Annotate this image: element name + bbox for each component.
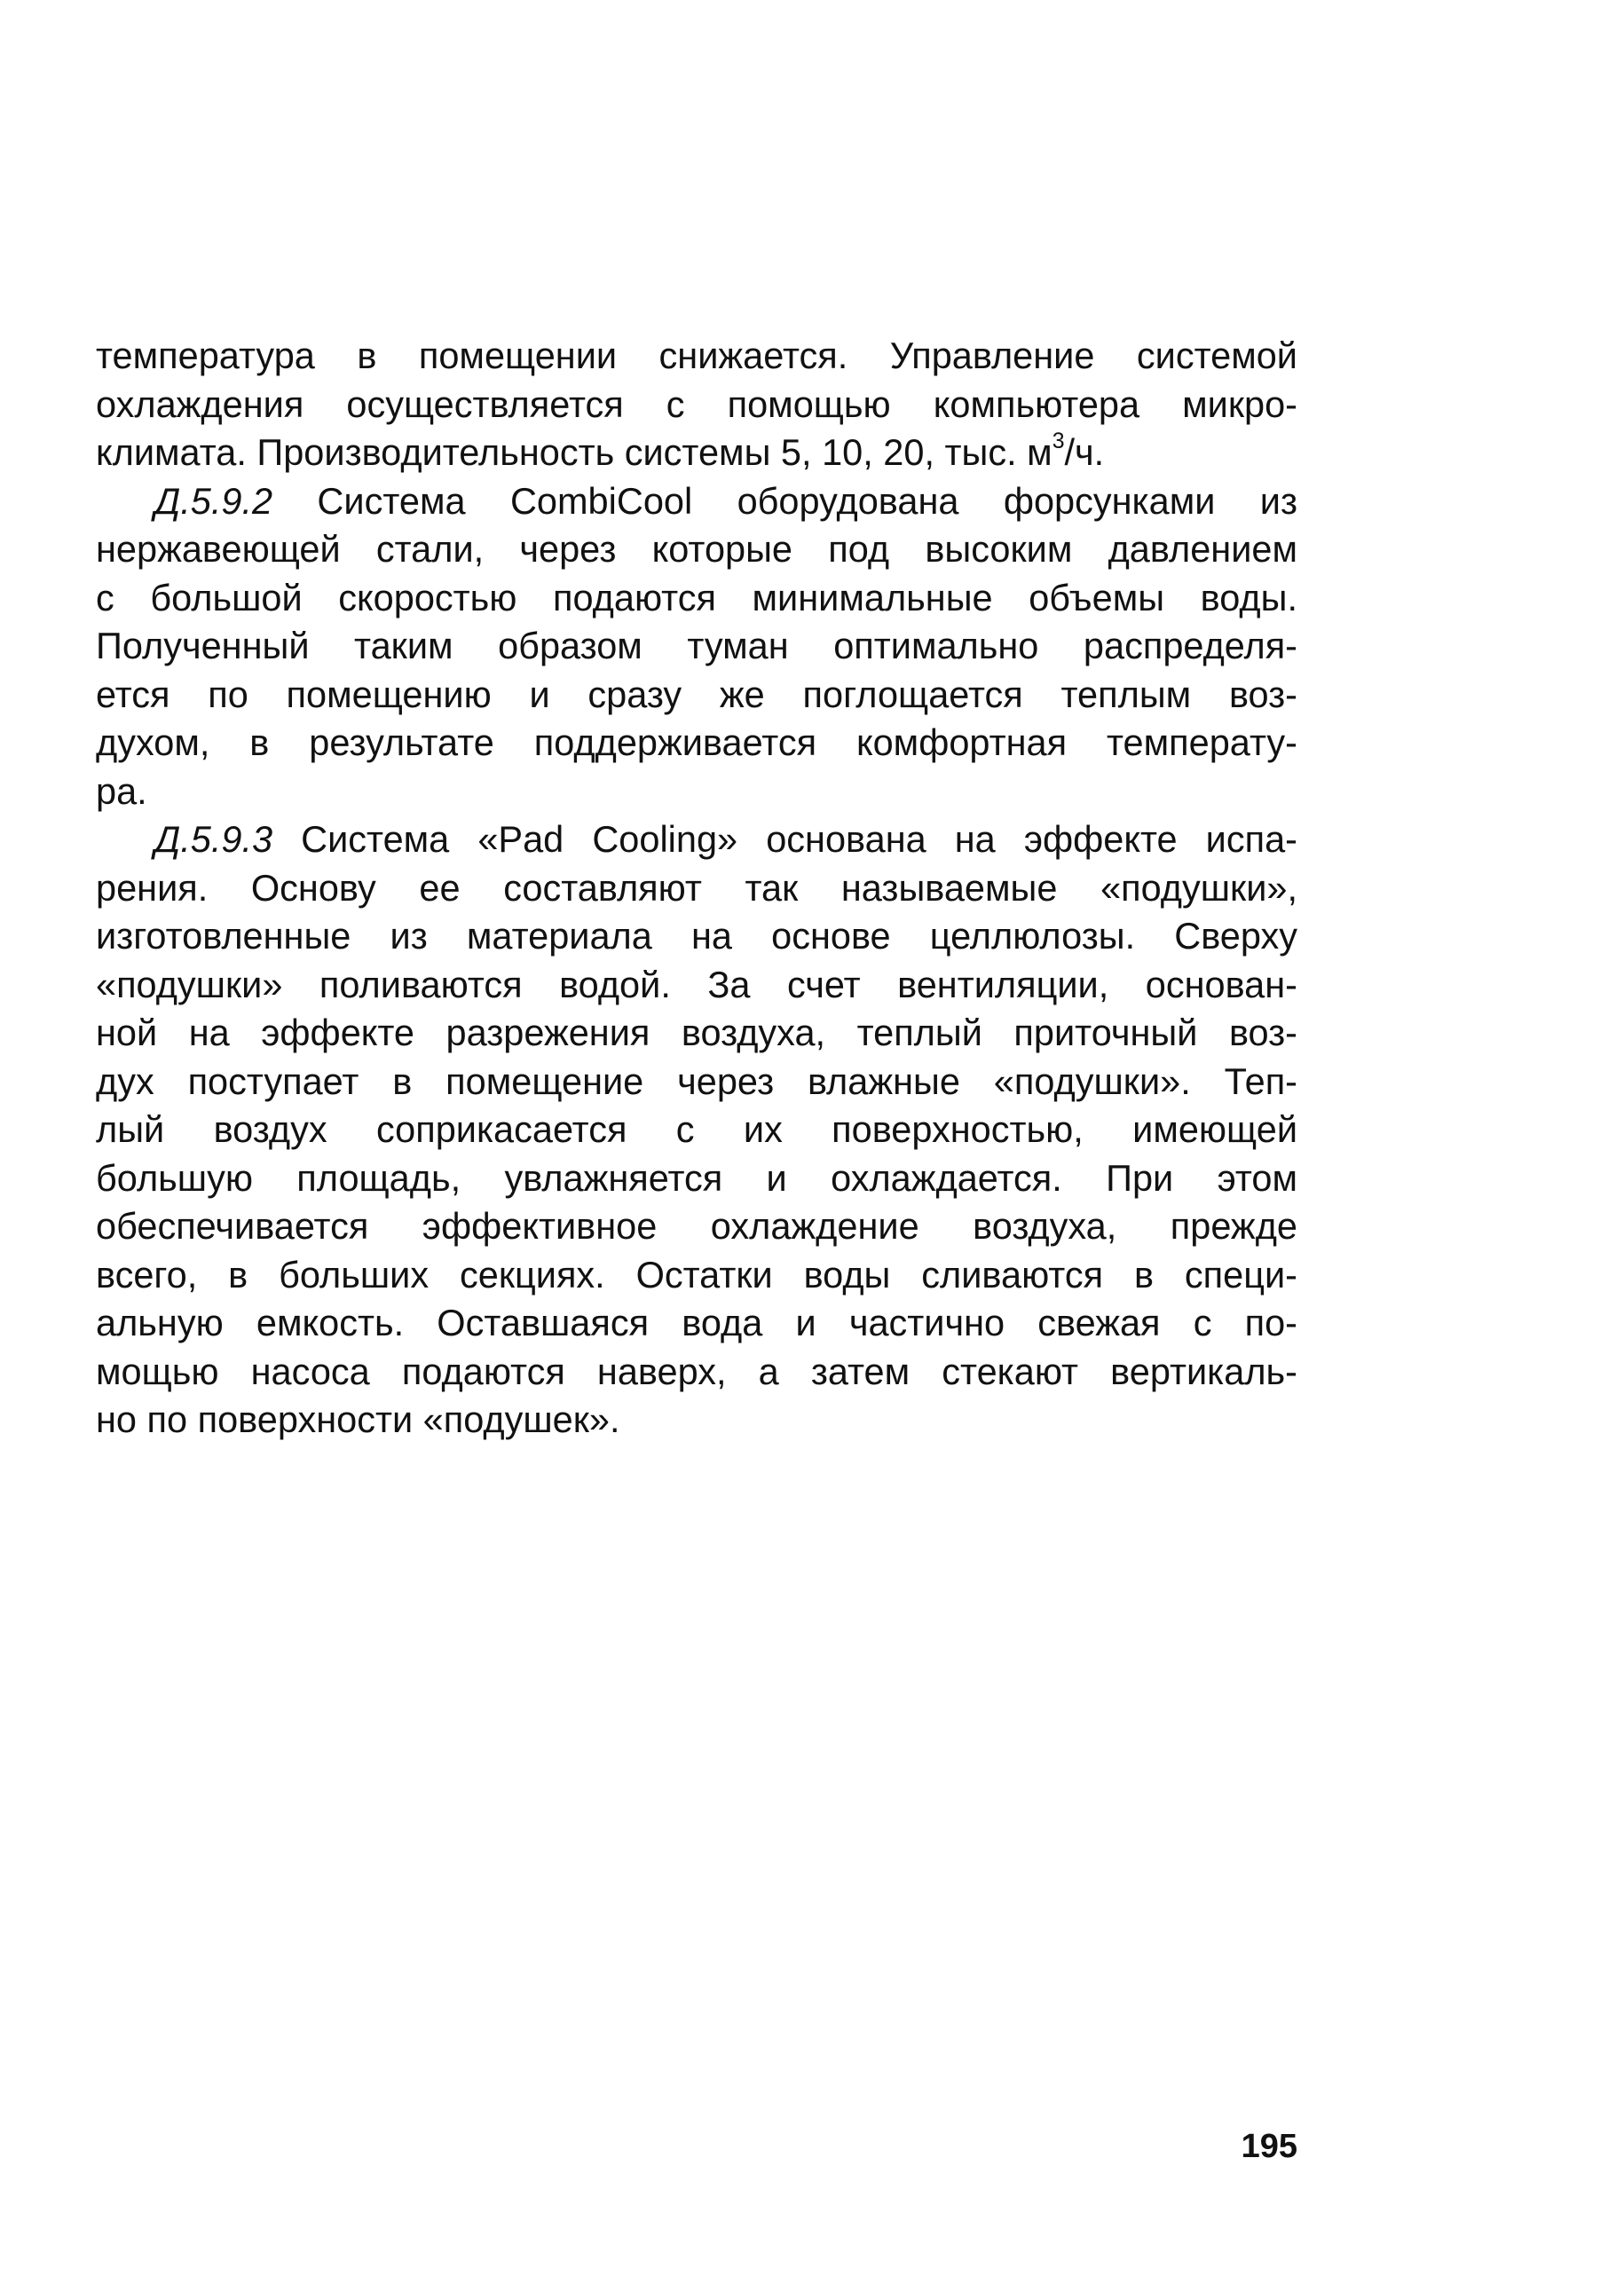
section-label: Д.5.9.3 — [154, 818, 273, 860]
text-line: нержавеющей стали, через которые под высоким давлением — [96, 528, 1297, 570]
text-line: обеспечивается эффективное охлаждение воздуха, прежде — [96, 1205, 1297, 1247]
text-line: мощью насоса подаются наверх, а затем стекают вертикаль- — [96, 1350, 1297, 1392]
text-segment: Система «Pad Cooling» основана на эффекте испа- — [272, 818, 1297, 860]
text-line: охлаждения осуществляется с помощью компьютера микро- — [96, 382, 1297, 425]
text-segment: /ч. — [1064, 431, 1105, 473]
body-text — [96, 332, 1297, 1445]
text-line: температура в помещении снижается. Управление системой — [96, 335, 1297, 376]
section-label: Д.5.9.2 — [154, 479, 273, 522]
paragraph-cooling-control — [96, 332, 1297, 477]
text-line: «подушки» поливаются водой. За счет вентиляции, основан- — [96, 963, 1297, 1005]
text-line — [96, 429, 1297, 477]
paragraph-combicool — [96, 477, 1297, 816]
paragraph-pad-cooling — [96, 815, 1297, 1445]
text-line: альную емкость. Оставшаяся вода и частично свежая с по- — [96, 1302, 1297, 1343]
text-line: но по поверхности «подушек». — [96, 1398, 620, 1440]
text-line: с большой скоростью подаются минимальные объемы воды. — [96, 576, 1297, 618]
text-line: духом, в результате поддерживается комфортная температу- — [96, 721, 1297, 763]
superscript-exponent: 3 — [1052, 429, 1065, 454]
text-line: изготовленные из материала на основе целлюлозы. Сверху — [96, 915, 1297, 957]
page-number: 195 — [1241, 2128, 1297, 2165]
text-line — [96, 815, 1297, 864]
text-line — [96, 477, 1297, 526]
text-line: всего, в больших секциях. Остатки воды сливаются в специ- — [96, 1253, 1297, 1296]
text-line: дух поступает в помещение через влажные «подушки». Теп- — [96, 1059, 1297, 1102]
text-line: рения. Основу ее составляют так называемые «подушки», — [96, 866, 1297, 909]
text-line: Полученный таким образом туман оптимально распределя- — [96, 625, 1297, 666]
text-line: ра. — [96, 769, 147, 812]
text-segment: климата. Производительность системы 5, 10, 20, тыс. м — [96, 431, 1052, 473]
text-line: лый воздух соприкасается с их поверхностью, имеющей — [96, 1108, 1297, 1150]
text-line: ется по помещению и сразу же поглощается теплым воз- — [96, 673, 1297, 715]
text-line: ной на эффекте разрежения воздуха, теплый приточный воз- — [96, 1012, 1297, 1053]
text-segment: Система CombiCool оборудована форсунками из — [272, 479, 1297, 522]
text-line: большую площадь, увлажняется и охлаждается. При этом — [96, 1156, 1297, 1199]
